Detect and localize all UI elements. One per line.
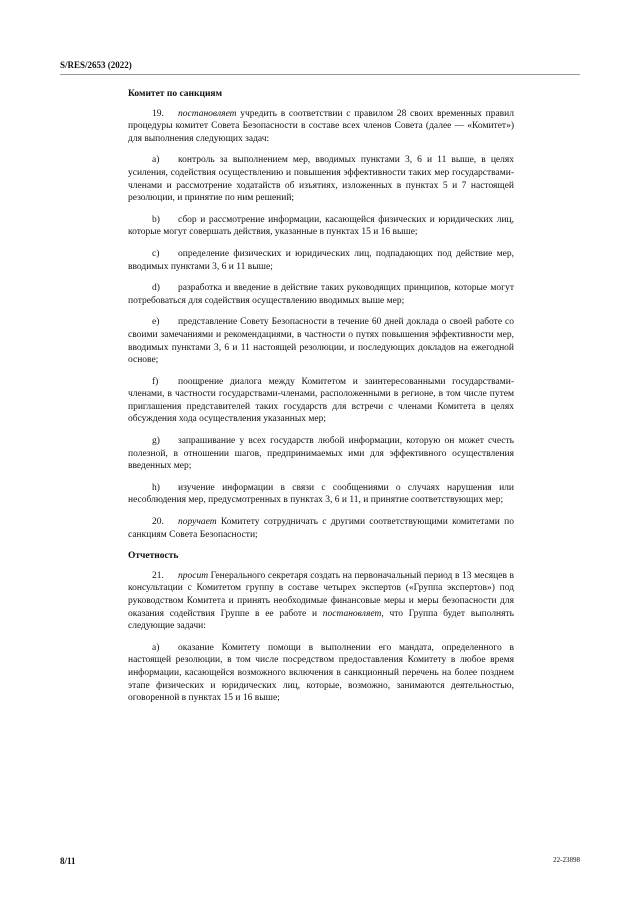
paragraph-text: учредить в соответствии с правилом 28 своих временных правил процедуры комитет Совета Безопасности в составе всех членов Совета (далее — «Комитет») для выполнения следующих задач: — [128, 108, 514, 144]
job-number: 22-23898 — [553, 856, 580, 864]
subparagraph-label: d) — [152, 283, 160, 294]
paragraph-21 — [128, 570, 514, 633]
subparagraph-label: h) — [152, 482, 160, 493]
subparagraph-label: a) — [152, 642, 160, 653]
page-number: 8/11 — [60, 856, 76, 866]
paragraph-number: 21. — [152, 570, 164, 581]
subparagraph-text: представление Совету Безопасности в течение 60 дней доклада о своей работе со своими замечаниями и рекомендациями, в частности о путях повышения эффективности мер, вводимых пунктами 3, 6 и 11 настоящей резолюции, и последующих докладов на ежегодной основе; — [128, 317, 514, 366]
document-symbol: S/RES/2653 (2022) — [60, 60, 132, 70]
subparagraph-d — [128, 282, 514, 307]
paragraph-text: Комитету сотрудничать с другими соответствующими комитетами по санкциям Совета Безопасности; — [128, 517, 514, 540]
subparagraph-text: разработка и введение в действие таких руководящих принципов, которые могут потребоваться для содействия осуществлению вводимых выше мер; — [128, 283, 514, 306]
subparagraph-text: изучение информации в связи с сообщениями о случаях нарушения или несоблюдения мер, предусмотренных в пунктах 3, 6 и 11, и принятие соответствующих мер; — [128, 482, 514, 506]
document-body — [128, 88, 514, 714]
subparagraph-21-a — [128, 642, 514, 705]
subparagraph-text: определение физических и юридических лиц, подпадающих под действие мер, вводимых пунктами 3, 6 и 11 выше; — [128, 248, 514, 272]
subparagraph-h — [128, 482, 514, 507]
paragraph-19 — [128, 108, 514, 146]
subparagraph-label: g) — [152, 436, 160, 447]
paragraph-text: Генерального секретаря создать на первоначальный период в 13 месяцев в консультации с Комитетом группу в составе четырех экспертов («Группа экспертов») под руководством Комитета и принять необходимые финансовые меры и меры безопасности для оказания содействия Группе в ее работе и — [128, 570, 514, 619]
operative-keyword: постановляет — [178, 108, 237, 119]
subparagraph-b — [128, 214, 514, 239]
subparagraph-f — [128, 376, 514, 426]
subparagraph-label: f) — [152, 376, 159, 387]
subparagraph-g — [128, 435, 514, 473]
subparagraph-a — [128, 154, 514, 204]
operative-keyword: поручает — [178, 517, 217, 528]
subparagraph-label: a) — [152, 155, 160, 166]
paragraph-text-2: , что Группа будет выполнять следующие задачи: — [128, 608, 514, 632]
subparagraph-text: запрашивание у всех государств любой информации, которую он может счесть полезной, в отношении шагов, предпринимаемых ими для эффективного осуществления введенных мер; — [128, 436, 514, 472]
header-rule — [60, 74, 580, 75]
subparagraph-text: оказание Комитету помощи в выполнении его мандата, определенного в настоящей резолюции, в том числе посредством предоставления Комитету в любое время информации, касающейся возможного включения в санкционный перечень на более позднем этапе физических и юридических лиц, которые, возможно, занимаются деятельностью, оговоренной в пунктах 15 и 16 выше; — [128, 642, 514, 704]
paragraph-number: 19. — [152, 108, 164, 119]
subparagraph-label: e) — [152, 317, 160, 328]
operative-keyword-2: постановляет — [322, 608, 382, 619]
operative-keyword: просит — [178, 570, 209, 581]
subparagraph-e — [128, 316, 514, 366]
paragraph-number: 20. — [152, 517, 164, 528]
section-title-reporting: Отчетность — [128, 551, 179, 562]
subparagraph-text: поощрение диалога между Комитетом и заинтересованными государствами-членами, в частности государствами-членами, расположенными в регионе, в том числе путем приглашения представителей таких государств для встречи с членами Комитета в целях обсуждения хода осуществления указанных мер; — [128, 376, 514, 425]
subparagraph-label: b) — [152, 214, 160, 225]
subparagraph-c — [128, 248, 514, 273]
subparagraph-text: контроль за выполнением мер, вводимых пунктами 3, 6 и 11 выше, в целях усиления, содействия осуществлению и повышения эффективности таких мер государствами-членами и рассмотрение ходатайств об изъятиях, изложенных в пунктах 5 и 7 настоящей резолюции, и принятие по ним решений; — [128, 155, 514, 204]
paragraph-20 — [128, 516, 514, 541]
subparagraph-text: сбор и рассмотрение информации, касающейся физических и юридических лиц, которые могут совершать действия, указанные в пунктах 15 и 16 выше; — [128, 214, 514, 238]
section-title-sanctions-committee: Комитет по санкциям — [128, 89, 223, 99]
subparagraph-label: c) — [152, 248, 160, 259]
